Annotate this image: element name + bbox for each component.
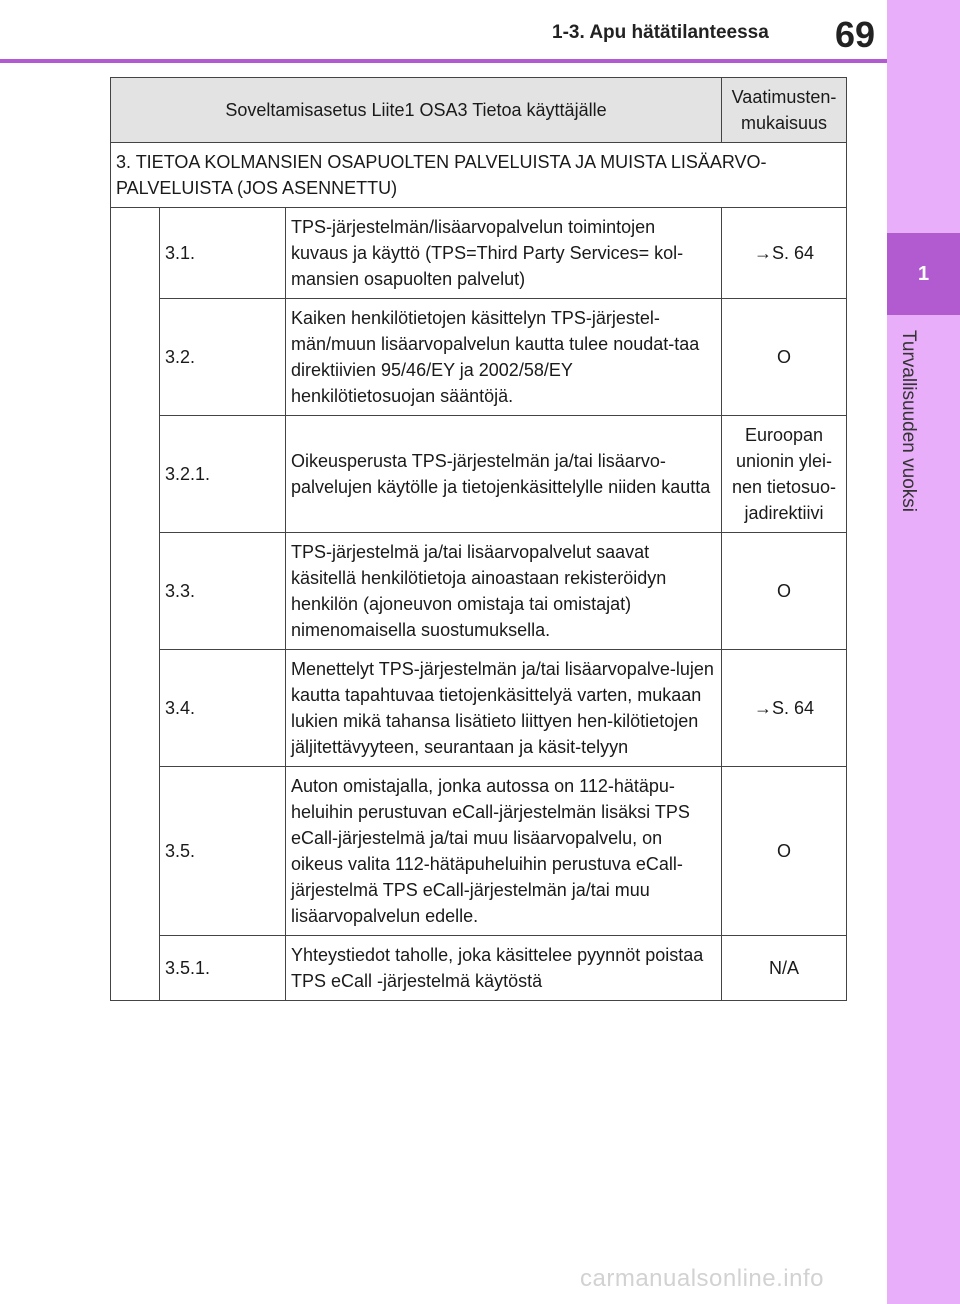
row-compliance: O	[722, 767, 847, 936]
row-text: Kaiken henkilötietojen käsittelyn TPS-järjestel-män/muun lisäarvopalvelun kautta tulee noudat-taa direktiivien 95/46/EY ja 2002/58/EY henkilötietosuojan sääntöjä.	[286, 299, 722, 416]
table-row	[111, 767, 847, 936]
row-reference-link[interactable]: →S. 64	[722, 208, 847, 299]
row-compliance: Euroopan unionin ylei-nen tietosuo-jadirektiivi	[722, 416, 847, 533]
section-title: 1-3. Apu hätätilanteessa	[552, 22, 769, 43]
watermark: carmanualsonline.info	[580, 1265, 824, 1292]
chapter-tab[interactable]	[887, 233, 960, 315]
row-text: Oikeusperusta TPS-järjestelmän ja/tai lisäarvo-palvelujen käytölle ja tietojenkäsittelylle niiden kautta	[286, 416, 722, 533]
chapter-number: 1	[917, 262, 930, 285]
table-row	[111, 650, 847, 767]
row-compliance: O	[722, 533, 847, 650]
table-row	[111, 416, 847, 533]
row-reference-link[interactable]: →S. 64	[722, 650, 847, 767]
row-number: 3.5.	[160, 767, 286, 936]
row-text: Auton omistajalla, jonka autossa on 112-hätäpu-heluihin perustuvan eCall-järjestelmän lisäksi TPS eCall-järjestelmä ja/tai muu lisäarvopalvelu, on oikeus valita 112-hätäpuheluihin perustuva eCall-järjestelmä TPS eCall-järjestelmän ja/tai muu lisäarvopalvelun edelle.	[286, 767, 722, 936]
table-row	[111, 533, 847, 650]
section-heading-row	[111, 143, 847, 208]
row-number: 3.3.	[160, 533, 286, 650]
row-number: 3.1.	[160, 208, 286, 299]
table-row	[111, 936, 847, 1001]
row-compliance: N/A	[722, 936, 847, 1001]
row-text: Menettelyt TPS-järjestelmän ja/tai lisäarvopalve-lujen kautta tapahtuvaa tietojenkäsittelyä varten, mukaan lukien mikä tahansa lisätieto liittyen hen-kilötietojen jäljitettävyyteen, seurantaan ja käsit-telyyn	[286, 650, 722, 767]
row-number: 3.5.1.	[160, 936, 286, 1001]
row-number: 3.2.	[160, 299, 286, 416]
row-number: 3.2.1.	[160, 416, 286, 533]
header-rule	[0, 59, 887, 63]
header-compliance: Vaatimusten-mukaisuus	[722, 78, 847, 143]
row-text: Yhteystiedot taholle, joka käsittelee pyynnöt poistaa TPS eCall -järjestelmä käytöstä	[286, 936, 722, 1001]
header-regulation: Soveltamisasetus Liite1 OSA3 Tietoa käyttäjälle	[111, 78, 722, 143]
row-text: TPS-järjestelmä ja/tai lisäarvopalvelut saavat käsitellä henkilötietoja ainoastaan rekisteröidyn henkilön (ajoneuvon omistaja tai omistajat) nimenomaisella suostumuksella.	[286, 533, 722, 650]
row-compliance: O	[722, 299, 847, 416]
side-band	[887, 0, 960, 1304]
row-text: TPS-järjestelmän/lisäarvopalvelun toimintojen kuvaus ja käyttö (TPS=Third Party Services= kol-mansien osapuolten palvelut)	[286, 208, 722, 299]
row-number: 3.4.	[160, 650, 286, 767]
chapter-label: Turvallisuuden vuoksi	[898, 330, 919, 512]
table-row	[111, 208, 847, 299]
table-row	[111, 299, 847, 416]
regulation-table	[110, 77, 847, 1001]
table-header-row	[111, 78, 847, 143]
section-heading: 3. TIETOA KOLMANSIEN OSAPUOLTEN PALVELUISTA JA MUISTA LISÄARVO-PALVELUISTA (JOS ASENNETTU)	[111, 143, 847, 208]
page-number: 69	[835, 14, 876, 55]
indent-cell	[111, 208, 160, 1001]
